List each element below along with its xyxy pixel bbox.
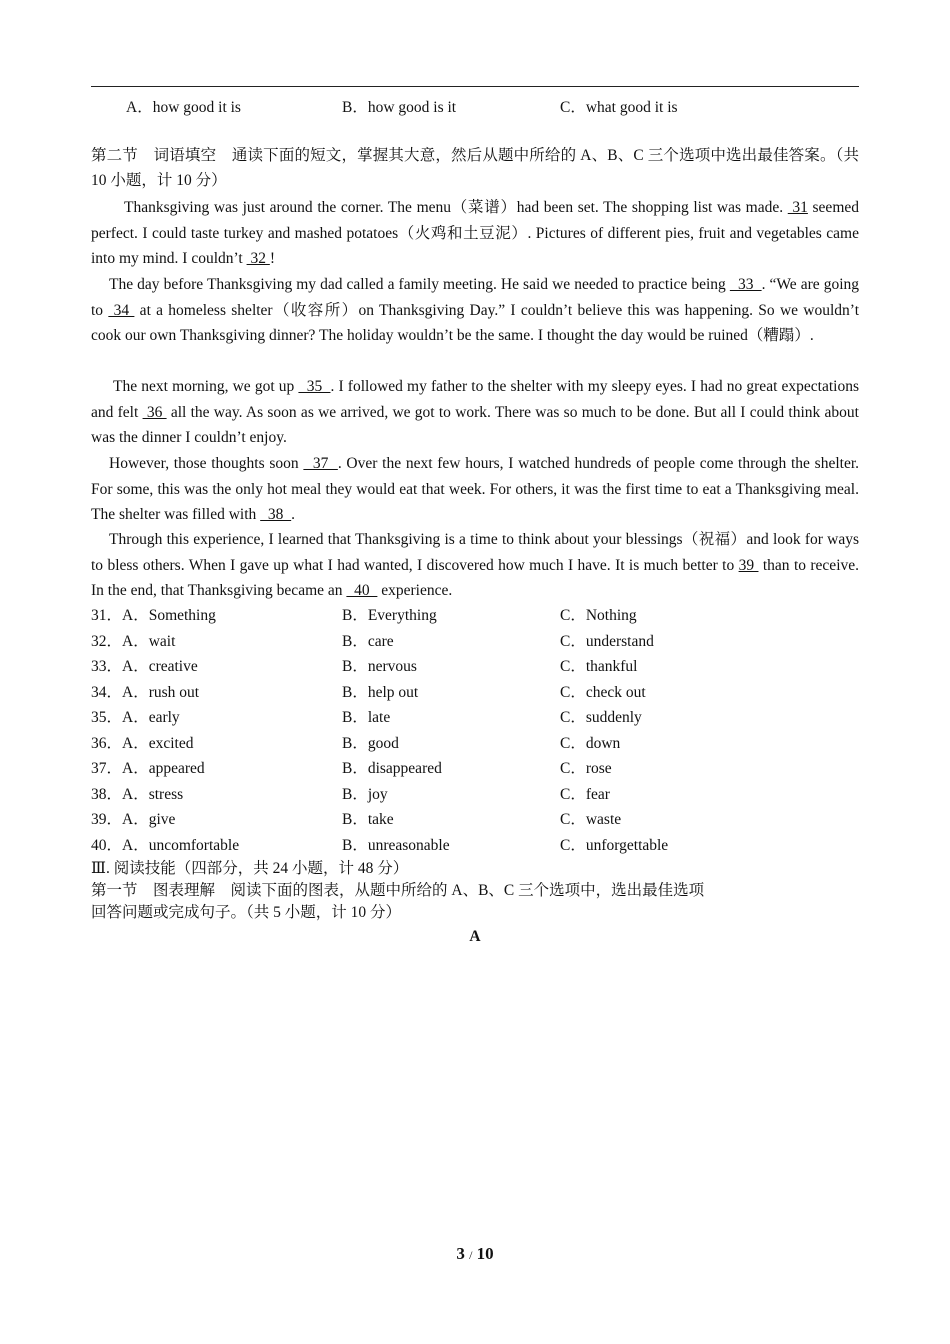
question-33-option-b: B．nervous: [342, 658, 417, 675]
top-options-row: [91, 96, 859, 120]
page-separator: /: [469, 1248, 473, 1262]
question-31-option-a: 31．A．Something: [91, 607, 216, 624]
question-36-option-b: B．good: [342, 735, 399, 752]
passage-label: A: [469, 928, 481, 945]
passage-paragraph-2: The day before Thanksgiving my dad called a family meeting. He said we needed to practice being 33 . “We are going to 34 at a homeless shelter（收容所）on Thanksgiving Day.” I couldn’t believe this was happening. So we wouldn’t cook our own Thanksgiving dinner? The holiday wouldn’t be the same. I thought the day would be ruined（糟蹋）.: [91, 276, 860, 345]
blank-39: 39: [738, 556, 759, 574]
question-40-option-c: C．unforgettable: [560, 837, 669, 854]
blank-36: 36: [142, 403, 167, 421]
passage-paragraph-5: Through this experience, I learned that Thanksgiving is a time to think about your blessings（祝福）and look for ways to bless others. When I gave up what I had wanted, I discovered how much I have. It is much better to 39 than to receive. In the end, that Thanksgiving became an 40 experience.: [91, 531, 859, 600]
blank-31: 31: [787, 199, 808, 216]
blank-37: 37: [303, 455, 338, 472]
blank-38: 38: [260, 506, 292, 524]
question-34-option-a: 34．A．rush out: [91, 684, 200, 701]
question-32-option-a: 32．A．wait: [91, 633, 176, 650]
question-row-37: [91, 757, 859, 781]
question-33-option-c: C．thankful: [560, 658, 638, 675]
question-row-36: [91, 732, 859, 756]
passage-paragraph-4: However, those thoughts soon 37 . Over the next few hours, I watched hundreds of people come through the shelter. For some, this was the only hot meal they would eat that week. For others, it was the first time to eat a Thanksgiving meal. The shelter was filled with 38 .: [91, 455, 860, 524]
question-38-option-c: C．fear: [560, 786, 610, 803]
total-pages: 10: [476, 1244, 494, 1263]
blank-35: 35: [298, 378, 331, 395]
question-37-option-c: C．rose: [560, 760, 612, 777]
blank-40: 40: [346, 582, 378, 600]
question-row-35: [91, 706, 859, 730]
question-row-39: [91, 808, 859, 832]
question-40-option-a: 40．A．uncomfortable: [91, 837, 240, 854]
question-row-40: [91, 834, 859, 858]
question-35-option-c: C．suddenly: [560, 709, 642, 726]
question-31-option-c: C．Nothing: [560, 607, 637, 624]
question-39-option-c: C．waste: [560, 811, 622, 828]
question-32-option-c: C．understand: [560, 633, 654, 650]
blank-33: 33: [729, 276, 762, 293]
blank-32: 32: [246, 250, 270, 268]
section2-heading: 第二节 词语填空 通读下面的短文，掌握其大意，然后从题中所给的 A、B、C 三个选项中选出最佳答案。（共 10 小题，计 10 分）: [91, 147, 859, 189]
question-row-38: [91, 783, 859, 807]
option-b: B．how good is it: [342, 99, 457, 116]
question-39-option-a: 39．A．give: [91, 811, 176, 828]
option-a: A．how good it is: [126, 99, 241, 116]
question-row-33: [91, 655, 859, 679]
question-row-31: [91, 604, 859, 628]
part3-section1-line1: 第一节 图表理解 阅读下面的图表，从题中所给的 A、B、C 三个选项中，选出最佳选项: [91, 882, 705, 899]
question-37-option-b: B．disappeared: [342, 760, 442, 777]
question-33-option-a: 33．A．creative: [91, 658, 198, 675]
question-36-option-c: C．down: [560, 735, 621, 752]
part3-heading: Ⅲ. 阅读技能（四部分，共 24 小题，计 48 分）: [91, 860, 409, 877]
question-38-option-b: B．joy: [342, 786, 388, 803]
passage-paragraph-1: Thanksgiving was just around the corner. The menu（菜谱）had been set. The shopping list was made. 31 seemed perfect. I could taste turkey and mashed potatoes（火鸡和土豆泥）. Pictures of different pies, fruit and vegetables came into my mind. I couldn’t 32 !: [91, 199, 860, 268]
question-row-32: [91, 630, 859, 654]
blank-34: 34: [108, 301, 135, 319]
page-number: [0, 1243, 950, 1266]
option-c: C．what good it is: [560, 99, 678, 116]
question-35-option-a: 35．A．early: [91, 709, 180, 726]
question-40-option-b: B．unreasonable: [342, 837, 450, 854]
question-35-option-b: B．late: [342, 709, 391, 726]
question-32-option-b: B．care: [342, 633, 394, 650]
header-rule: [91, 86, 859, 87]
question-37-option-a: 37．A．appeared: [91, 760, 205, 777]
question-38-option-a: 38．A．stress: [91, 786, 184, 803]
part3-section1-line2: 回答问题或完成句子。（共 5 小题，计 10 分）: [91, 904, 402, 921]
passage-paragraph-3: The next morning, we got up 35 . I followed my father to the shelter with my sleepy eyes. I had no great expectations and felt 36 all the way. As soon as we arrived, we got to work. There was so much to be done. But all I could think about was the dinner I couldn’t enjoy.: [91, 378, 859, 447]
current-page: 3: [456, 1244, 465, 1263]
question-row-34: [91, 681, 859, 705]
question-34-option-c: C．check out: [560, 684, 646, 701]
question-36-option-a: 36．A．excited: [91, 735, 194, 752]
question-39-option-b: B．take: [342, 811, 394, 828]
question-31-option-b: B．Everything: [342, 607, 437, 624]
question-34-option-b: B．help out: [342, 684, 419, 701]
